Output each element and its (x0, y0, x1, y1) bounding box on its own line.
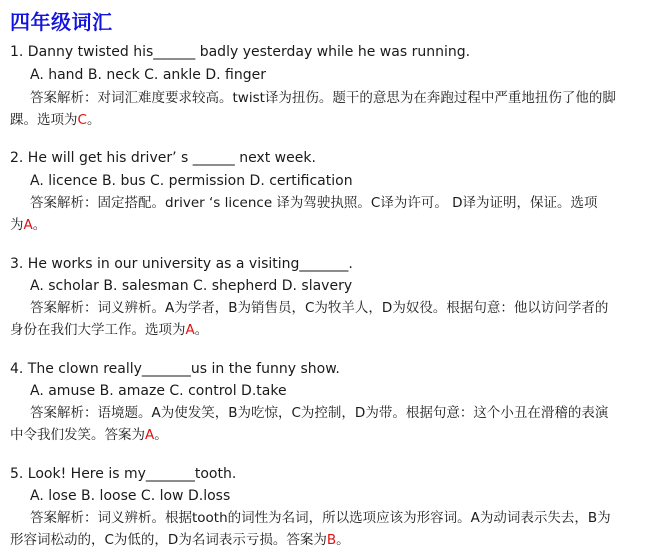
question-1-options: A. hand B. neck C. ankle D. finger (30, 67, 266, 83)
page-title: 四年级词汇 (10, 10, 113, 34)
explanation-text: 形容词松动的，C为低的，D为名词表示亏损。答案为 (10, 532, 327, 548)
answer-letter: C (77, 112, 87, 128)
question-4-explanation: 答案解析：语境题。A为使发笑，B为吃惊，C为控制，D为带。根据句意：这个小丑在滑稽的表演 (30, 405, 609, 421)
explanation-text: 踝。选项为 (10, 112, 78, 128)
question-1-explanation-cont (10, 110, 100, 130)
question-3-options: A. scholar B. salesman C. shepherd D. slavery (30, 278, 353, 294)
explanation-text: 为 (10, 217, 24, 233)
question-4-options: A. amuse B. amaze C. control D.take (30, 383, 287, 399)
question-5-stem: 5. Look! Here is my_______tooth. (10, 466, 237, 482)
explanation-end: 。 (86, 112, 101, 128)
question-3-explanation-cont (10, 320, 208, 340)
answer-letter: A (23, 217, 33, 233)
explanation-text: 中令我们发笑。答案为 (10, 427, 145, 443)
question-2-stem: 2. He will get his driver’ s ______ next week. (10, 150, 316, 166)
question-1-stem: 1. Danny twisted his______ badly yesterday while he was running. (10, 44, 471, 60)
question-3-stem: 3. He works in our university as a visiting_______. (10, 256, 353, 272)
question-3-explanation: 答案解析：词义辨析。A为学者，B为销售员，C为牧羊人，D为奴役。根据句意：他以访问学者的 (30, 300, 609, 316)
explanation-end: 。 (32, 217, 47, 233)
question-2-explanation-cont (10, 215, 46, 235)
explanation-end: 。 (154, 427, 168, 443)
explanation-end: 。 (194, 322, 209, 338)
question-4-explanation-cont (10, 425, 168, 445)
question-5-options: A. lose B. loose C. low D.loss (30, 488, 231, 504)
answer-letter: B (326, 532, 337, 548)
question-2-explanation: 答案解析：固定搭配。driver ‘s licence 译为驾驶执照。C译为许可。 D译为证明，保证。选项 (30, 195, 598, 211)
question-2-options: A. licence B. bus C. permission D. certification (30, 173, 353, 189)
answer-letter: A (185, 322, 195, 338)
question-5-explanation: 答案解析：词义辨析。根据tooth的词性为名词，所以选项应该为形容词。A为动词表示失去，B为 (30, 510, 611, 526)
question-1-explanation: 答案解析：对词汇难度要求较高。twist译为扭伤。题干的意思为在奔跑过程中严重地扭伤了他的脚 (30, 90, 616, 106)
question-4-stem: 4. The clown really_______us in the funny show. (10, 361, 340, 377)
explanation-text: 身份在我们大学工作。选项为 (10, 322, 186, 338)
answer-letter: A (145, 427, 155, 443)
question-5-explanation-cont (10, 530, 350, 550)
explanation-end: 。 (336, 532, 350, 548)
